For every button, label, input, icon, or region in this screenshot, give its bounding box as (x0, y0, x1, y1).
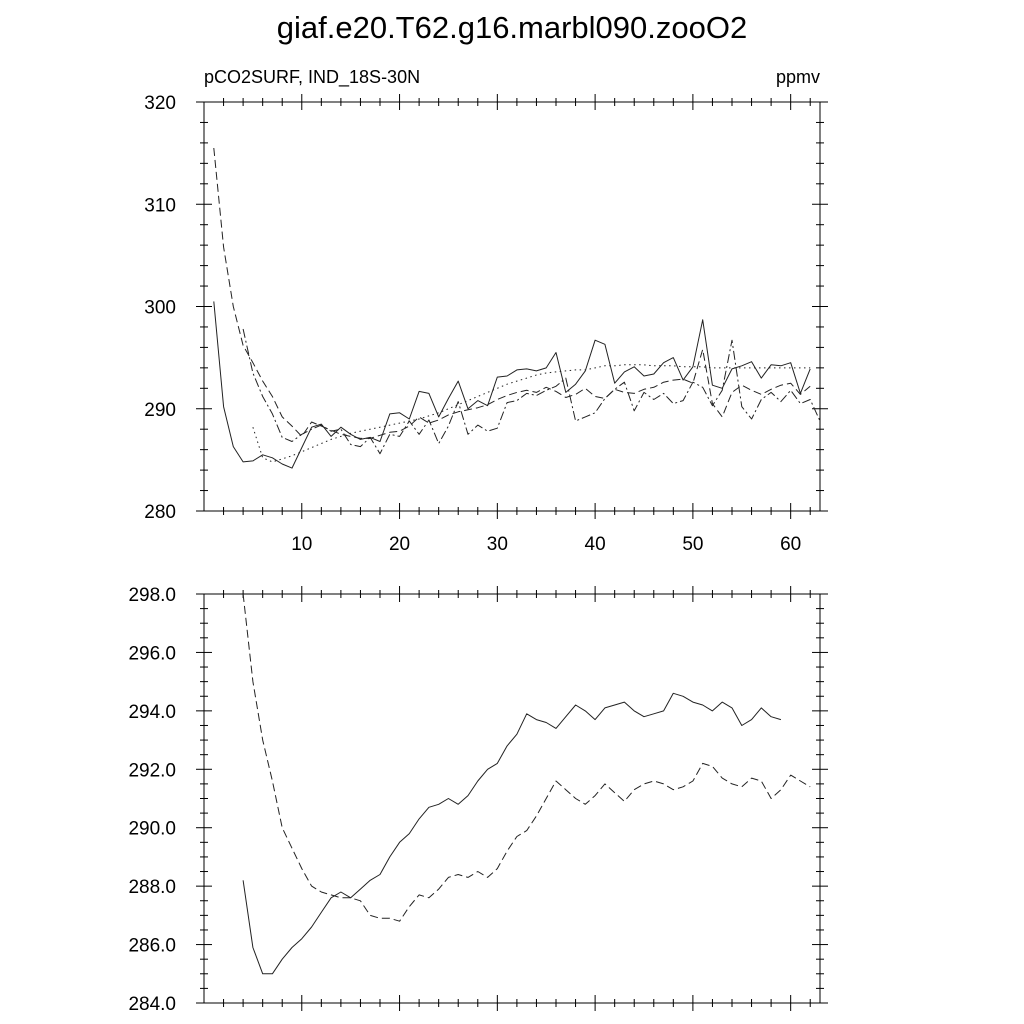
top-panel (144, 93, 828, 555)
series-line-running-mean-dash (243, 594, 810, 921)
x-tick-label: 60 (780, 534, 802, 555)
x-tick-label: 30 (486, 534, 508, 555)
y-tick-label: 310 (144, 195, 176, 217)
x-tick-label: 10 (291, 534, 313, 555)
y-tick-label: 286.0 (128, 935, 176, 957)
y-tick-label: 290 (144, 399, 176, 421)
y-tick-label: 280 (144, 502, 176, 523)
plot-frame (204, 594, 820, 1003)
y-tick-label: 300 (144, 297, 176, 319)
top-panel-subtitle-right: ppmv (775, 67, 820, 87)
chart-title: giaf.e20.T62.g16.marbl090.zooO2 (276, 10, 748, 45)
series-line-annual-solid (214, 301, 810, 468)
x-tick-label: 50 (682, 534, 704, 555)
y-tick-label: 296.0 (128, 643, 176, 665)
bottom-panel (128, 585, 828, 1015)
x-tick-label: 40 (584, 534, 606, 555)
series-line-annual-dash (214, 148, 810, 438)
top-panel-subtitle-left: pCO2SURF, IND_18S-30N (204, 67, 421, 87)
y-tick-label: 290.0 (128, 818, 176, 840)
y-tick-label: 292.0 (128, 760, 176, 782)
y-tick-label: 294.0 (128, 701, 176, 723)
x-tick-label: 20 (388, 534, 411, 555)
series-line-running-mean-solid (243, 693, 781, 974)
y-tick-label: 320 (144, 93, 176, 114)
y-tick-label: 298.0 (128, 585, 176, 606)
y-tick-label: 284.0 (128, 994, 176, 1015)
y-tick-label: 288.0 (128, 877, 176, 899)
plot-frame (204, 102, 820, 511)
